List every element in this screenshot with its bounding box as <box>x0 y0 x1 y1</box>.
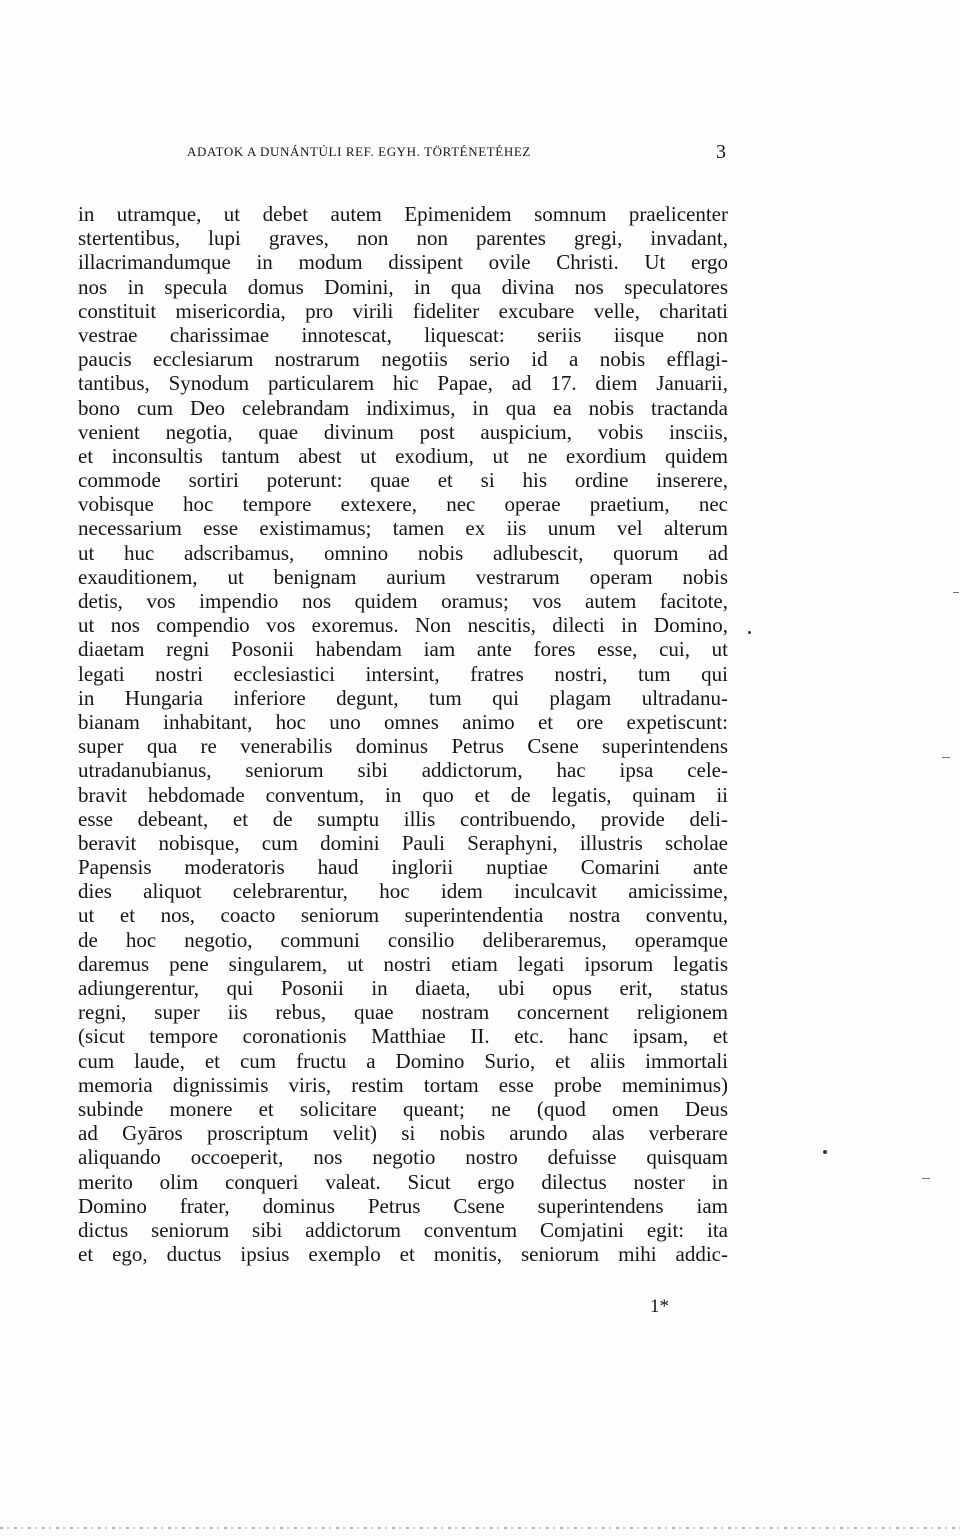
text-line: exauditionem, ut benignam aurium vestrarum operam nobis <box>78 564 728 589</box>
scan-edge-mark <box>922 1178 930 1179</box>
text-line: detis, vos impendio nos quidem oramus; vos autem facitote, <box>78 589 728 613</box>
text-line: utradanubianus, seniorum sibi addictorum, hac ipsa cele- <box>78 758 728 783</box>
text-line: bono cum Deo celebrandam indiximus, in qua ea nobis tractanda <box>78 395 728 420</box>
running-head: ADATOK A DUNÁNTÚLI REF. EGYH. TÖRTÉNETÉHEZ <box>187 144 531 159</box>
text-line: merito olim conqueri valeat. Sicut ergo dilectus noster in <box>78 1169 728 1194</box>
text-line: venient negotia, quae divinum post auspicium, vobis insciis, <box>78 419 728 444</box>
text-line: bianam inhabitant, hoc uno omnes animo et ore expetiscunt: <box>78 709 728 734</box>
text-line: beravit nobisque, cum domini Pauli Seraphyni, illustris scholae <box>78 830 728 855</box>
text-line: constituit misericordia, pro virili fideliter excubare velle, charitati <box>78 298 728 323</box>
scan-speck <box>748 631 751 634</box>
text-line: in utramque, ut debet autem Epimenidem somnum praelicenter <box>78 202 728 226</box>
text-line: Papensis moderatoris haud inglorii nuptiae Comarini ante <box>78 855 728 880</box>
text-line: paucis ecclesiarum nostrarum negotiis serio id a nobis efflagi- <box>78 347 728 372</box>
text-line: daremus pene singularem, ut nostri etiam legati ipsorum legatis <box>78 951 728 976</box>
text-line: vobisque hoc tempore extexere, nec operae praetium, nec <box>78 492 728 517</box>
text-line: ut huc adscribamus, omnino nobis adlubescit, quorum ad <box>78 540 728 565</box>
text-line: subinde monere et solicitare queant; ne (quod omen Deus <box>78 1096 728 1121</box>
text-line: diaetam regni Posonii habendam iam ante fores esse, cui, ut <box>78 637 728 662</box>
scan-border-line <box>0 1527 960 1529</box>
page-number: 3 <box>716 141 726 163</box>
text-line: nos in specula domus Domini, in qua divina nos speculatores <box>78 274 728 299</box>
text-line: et ego, ductus ipsius exemplo et monitis, seniorum mihi addic- <box>78 1242 728 1267</box>
text-line: vestrae charissimae innotescat, liquescat: seriis iisque non <box>78 322 728 347</box>
text-line: memoria dignissimis viris, restim tortam esse probe meminimus) <box>78 1072 728 1097</box>
scan-edge-mark <box>942 757 950 758</box>
text-line: commode sortiri poterunt: quae et si his ordine inserere, <box>78 468 728 493</box>
text-line: ad Gyāros proscriptum velit) si nobis arundo alas verberare <box>78 1121 728 1146</box>
text-line: aliquando occoeperit, nos negotio nostro defuisse quisquam <box>78 1145 728 1170</box>
text-line: adiungerentur, qui Posonii in diaeta, ubi opus erit, status <box>78 976 728 1000</box>
text-line: legati nostri ecclesiastici intersint, fratres nostri, tum qui <box>78 661 728 686</box>
text-line: esse debeant, et de sumptu illis contribuendo, provide deli- <box>78 806 728 831</box>
text-line: bravit hebdomade conventum, in quo et de legatis, quinam ii <box>78 782 728 807</box>
text-line: dies aliquot celebrarentur, hoc idem inculcavit amicissime, <box>78 879 728 904</box>
text-line: (sicut tempore coronationis Matthiae II. etc. hanc ipsam, et <box>78 1024 728 1049</box>
text-line: in Hungaria inferiore degunt, tum qui plagam ultradanu- <box>78 685 728 710</box>
body-text <box>78 202 728 1266</box>
text-line: de hoc negotio, communi consilio deliberaremus, operamque <box>78 927 728 952</box>
text-line: dictus seniorum sibi addictorum conventum Comjatini egit: ita <box>78 1217 728 1242</box>
text-line: stertentibus, lupi graves, non non parentes gregi, invadant, <box>78 226 728 251</box>
text-line: illacrimandumque in modum dissipent ovile Christi. Ut ergo <box>78 250 728 275</box>
text-line: tantibus, Synodum particularem hic Papae, ad 17. diem Januarii, <box>78 371 728 396</box>
text-line: regni, super iis rebus, quae nostram concernent religionem <box>78 1000 728 1025</box>
text-line: necessarium esse existimamus; tamen ex iis unum vel alterum <box>78 516 728 541</box>
scan-speck <box>823 1150 827 1154</box>
text-line: ut nos compendio vos exoremus. Non nescitis, dilecti in Domino, <box>78 613 728 638</box>
signature-mark: 1* <box>650 1296 669 1317</box>
text-line: ut et nos, coacto seniorum superintendentia nostra conventu, <box>78 903 728 928</box>
text-line: cum laude, et cum fructu a Domino Surio, et aliis immortali <box>78 1048 728 1073</box>
scan-edge-mark <box>953 592 959 593</box>
text-line: Domino frater, dominus Petrus Csene superintendens iam <box>78 1193 728 1218</box>
text-line: super qua re venerabilis dominus Petrus Csene superintendens <box>78 734 728 759</box>
text-line: et inconsultis tantum abest ut exodium, ut ne exordium quidem <box>78 443 728 468</box>
